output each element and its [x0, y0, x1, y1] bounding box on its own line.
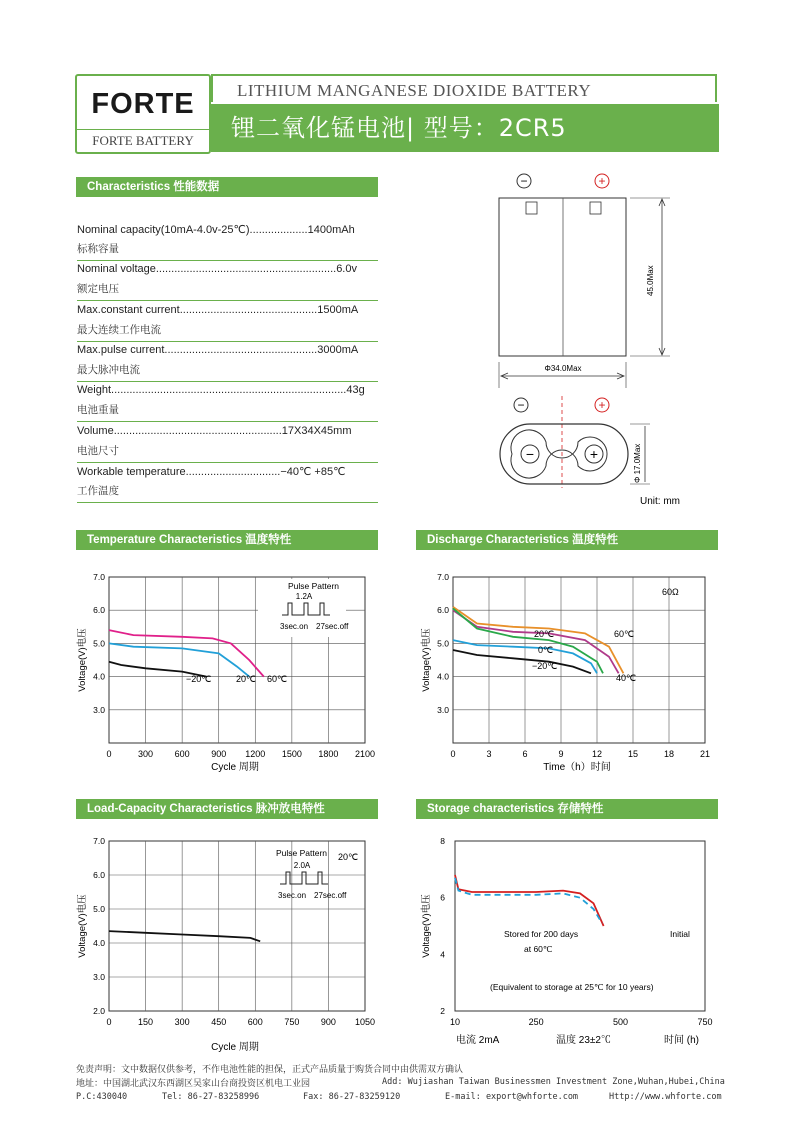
spec-row: [77, 260, 378, 301]
section-storage: Storage characteristics 存储特性: [416, 799, 718, 819]
series-label: 60℃: [614, 629, 635, 639]
y-tick-label: 5.0: [437, 638, 449, 649]
y-tick-label: 6: [440, 892, 445, 903]
y-tick-label: 2: [440, 1006, 445, 1016]
series-label: 20℃: [236, 674, 257, 684]
spec-row: [77, 381, 378, 422]
series-label: −20℃: [186, 674, 212, 684]
series-label: 60℃: [267, 674, 288, 684]
spec-label-cn: 电池重量: [77, 404, 119, 417]
y-axis-label: Voltage(V)电压: [77, 894, 88, 958]
time-label: 时间 (h): [664, 1035, 699, 1046]
y-tick-label: 3.0: [93, 704, 105, 715]
logo-subtitle: FORTE BATTERY: [77, 129, 209, 152]
logo: [75, 74, 211, 154]
x-axis-label: Time（h）时间: [543, 762, 611, 773]
x-axis-label: 电流 2mA: [456, 1035, 500, 1046]
x-axis-label: Cycle 周期: [211, 1042, 259, 1053]
plot-frame: [109, 841, 365, 1011]
initial-label: Initial: [670, 929, 690, 939]
plus-sign: +: [598, 174, 606, 188]
title-chinese: 锂二氧化锰电池| 型号：2CR5: [211, 104, 719, 152]
x-tick-label: 1050: [354, 1017, 376, 1027]
spec-value: Nominal voltage...........................................................6.0v: [77, 263, 357, 276]
load-label: 60Ω: [662, 587, 679, 597]
series-label: −20℃: [532, 661, 558, 671]
stored-label: at 60℃: [524, 944, 553, 954]
y-tick-label: 4.0: [437, 671, 449, 682]
storage-chart: [412, 832, 722, 1052]
svg-text:+: +: [598, 398, 606, 412]
y-tick-label: 7.0: [437, 572, 449, 582]
spec-row: [77, 422, 378, 463]
y-tick-label: 6.0: [93, 605, 105, 616]
x-tick-label: 15: [627, 749, 639, 759]
x-tick-label: 900: [320, 1017, 336, 1027]
series-line: [455, 878, 602, 923]
height-label: 45.0Max: [646, 265, 655, 296]
section-discharge: Discharge Characteristics 温度特性: [416, 530, 718, 550]
x-tick-label: 1800: [318, 749, 339, 759]
diameter-label: Φ34.0Max: [544, 364, 582, 373]
pulse-on: 3sec.on: [278, 891, 307, 900]
y-tick-label: 3.0: [437, 704, 449, 715]
pulse-title: Pulse Pattern: [276, 848, 328, 858]
x-tick-label: 150: [138, 1017, 154, 1027]
plot-frame: [453, 577, 705, 743]
series-line: [453, 609, 603, 674]
section-load-capacity: Load-Capacity Characteristics 脉冲放电特性: [76, 799, 378, 819]
x-tick-label: 10: [449, 1017, 461, 1027]
spec-label-cn: 最大连续工作电流: [77, 323, 161, 336]
equivalence-label: (Equivalent to storage at 25℃ for 10 years): [490, 982, 654, 992]
series-label: 20℃: [534, 629, 555, 639]
minus-sign: −: [520, 174, 528, 188]
y-tick-label: 7.0: [93, 572, 105, 582]
spec-value: Max.pulse current..................................................3000mA: [77, 343, 359, 356]
x-axis-label: Cycle 周期: [211, 762, 259, 773]
pulse-on: 3sec.on: [280, 622, 309, 631]
y-tick-label: 4.0: [93, 671, 105, 682]
address-en: Add: Wujiashan Taiwan Businessmen Investment Zone,Wuhan,Hubei,China: [382, 1077, 725, 1087]
svg-text:−: −: [517, 398, 525, 412]
spec-label-cn: 最大脉冲电流: [77, 363, 140, 376]
x-tick-label: 300: [174, 1017, 190, 1027]
x-tick-label: 0: [106, 1017, 112, 1027]
y-tick-label: 7.0: [93, 836, 105, 846]
website: Http://www.whforte.com: [609, 1092, 722, 1102]
spec-row: [77, 341, 378, 382]
disclaimer: 免责声明：文中数据仅供参考，不作电池性能的担保，正式产品质量于购货合同中由供需双方确认: [76, 1064, 464, 1074]
pulse-pattern-icon: [280, 872, 328, 884]
pulse-off: 27sec.off: [314, 891, 347, 900]
spec-label-cn: 标称容量: [77, 243, 119, 255]
series-line: [109, 931, 260, 941]
y-tick-label: 4.0: [93, 938, 105, 948]
x-tick-label: 600: [174, 749, 190, 759]
x-tick-label: 1200: [245, 749, 266, 759]
x-tick-label: 18: [663, 749, 675, 759]
x-tick-label: 6: [522, 749, 528, 759]
y-tick-label: 6.0: [93, 870, 105, 880]
spec-row: [77, 220, 378, 261]
spec-row: [77, 462, 378, 503]
temperature-label: 温度 23±2℃: [556, 1035, 611, 1046]
spec-value: Workable temperature...............................−40℃ +85℃: [77, 465, 346, 478]
temperature-chart: [70, 565, 385, 780]
series-line: [455, 875, 604, 926]
x-tick-label: 750: [284, 1017, 300, 1027]
x-tick-label: 3: [486, 749, 492, 759]
pulse-title: Pulse Pattern: [288, 581, 340, 591]
y-axis-label: Voltage(V)电压: [421, 628, 432, 692]
x-tick-label: 450: [211, 1017, 227, 1027]
stored-label: Stored for 200 days: [504, 929, 579, 939]
fax: Fax: 86-27-83259120: [303, 1092, 401, 1102]
y-tick-label: 2.0: [93, 1006, 105, 1016]
temperature-label: 20℃: [338, 852, 359, 862]
spec-label-cn: 工作温度: [77, 484, 119, 497]
series-label: 40℃: [616, 673, 637, 683]
title-english: LITHIUM MANGANESE DIOXIDE BATTERY: [211, 74, 717, 102]
x-tick-label: 1500: [281, 749, 302, 759]
section-temperature: Temperature Characteristics 温度特性: [76, 530, 378, 550]
y-tick-label: 3.0: [93, 972, 105, 982]
telephone: Tel: 86-27-83258996: [162, 1092, 260, 1102]
x-tick-label: 12: [591, 749, 603, 759]
y-tick-label: 5.0: [93, 904, 105, 914]
x-tick-label: 0: [450, 749, 456, 759]
spec-value: Weight.............................................................................43g: [77, 384, 365, 397]
address-cn: 地址：中国湖北武汉东西湖区吴家山台商投资区机电工业园: [76, 1078, 311, 1088]
pulse-current: 2.0A: [293, 861, 311, 870]
x-tick-label: 2100: [354, 749, 376, 759]
y-axis-label: Voltage(V)电压: [77, 628, 88, 692]
x-tick-label: 250: [528, 1017, 544, 1027]
email: E-mail: export@whforte.com: [445, 1092, 579, 1102]
x-tick-label: 9: [558, 749, 564, 759]
spec-row: [77, 301, 378, 342]
x-tick-label: 750: [697, 1017, 713, 1027]
series-label: 0℃: [538, 645, 554, 655]
y-tick-label: 8: [440, 836, 445, 846]
unit-label: Unit: mm: [640, 496, 680, 507]
spec-label-cn: 额定电压: [77, 283, 119, 296]
x-tick-label: 300: [138, 749, 154, 759]
pulse-off: 27sec.off: [316, 622, 349, 631]
y-tick-label: 6.0: [437, 605, 449, 616]
spec-label-cn: 电池尺寸: [77, 444, 119, 457]
load-capacity-chart: [70, 832, 385, 1057]
y-tick-label: 5.0: [93, 638, 105, 649]
x-tick-label: 600: [247, 1017, 263, 1027]
logo-text: FORTE: [91, 88, 195, 120]
y-axis-label: Voltage(V)电压: [421, 894, 432, 958]
battery-front-view: [499, 198, 626, 356]
thickness-label: Φ 17.0Max: [633, 443, 642, 483]
x-tick-label: 500: [613, 1017, 629, 1027]
x-tick-label: 900: [211, 749, 227, 759]
section-characteristics: Characteristics 性能数据: [76, 177, 378, 197]
spec-value: Volume.......................................................17X34X45mm: [77, 424, 352, 437]
spec-value: Nominal capacity(10mA-4.0v-25℃)...................1400mAh: [77, 224, 355, 236]
battery-drawing: [490, 168, 720, 513]
spec-value: Max.constant current.............................................1500mA: [77, 303, 359, 316]
discharge-chart: [412, 565, 722, 780]
y-tick-label: 4: [440, 949, 445, 960]
svg-text:−: −: [525, 446, 535, 462]
postcode: P.C:430040: [76, 1092, 128, 1102]
x-tick-label: 21: [699, 749, 711, 759]
x-tick-label: 0: [106, 749, 112, 759]
svg-text:+: +: [589, 446, 599, 462]
pulse-current: 1.2A: [295, 592, 313, 601]
